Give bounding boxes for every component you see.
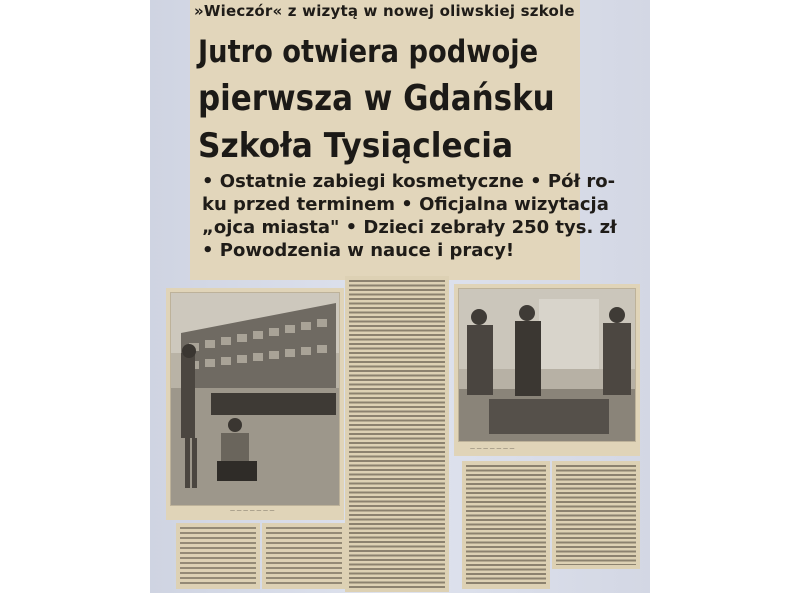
article-column-right-2 <box>552 461 640 569</box>
article-text-lines <box>266 527 342 585</box>
article-column-center <box>345 276 449 592</box>
kicker-line: »Wieczór« z wizytą w nowej oliwskiej szkole <box>194 2 575 20</box>
headline-clipping <box>190 0 617 280</box>
headline-line-2: pierwsza w Gdańsku <box>198 78 555 119</box>
headline-line-1: Jutro otwiera podwoje <box>198 34 539 70</box>
article-text-lines <box>466 465 546 585</box>
headline-line-3: Szkoła Tysiąclecia <box>198 126 514 166</box>
deck-line-4: • Powodzenia w nauce i pracy! <box>202 240 515 261</box>
left-photo-caption: — — — — — — — <box>230 508 275 514</box>
school-building-photo <box>170 292 340 506</box>
article-column-right-1 <box>462 461 550 589</box>
article-text-lines <box>349 280 445 588</box>
article-text-lines <box>180 527 256 585</box>
article-column-left-bottom-2 <box>262 523 346 589</box>
subheadline-deck <box>202 170 617 262</box>
article-text-lines <box>556 465 636 565</box>
deck-line-1: • Ostatnie zabiegi kosmetyczne • Pół ro- <box>202 171 616 192</box>
deck-line-3: „ojca miasta" • Dzieci zebrały 250 tys. zł <box>202 217 617 238</box>
article-column-left-bottom <box>176 523 260 589</box>
deck-line-2: ku przed terminem • Oficjalna wizytacja <box>202 194 609 215</box>
officials-photo <box>458 288 636 442</box>
right-photo-caption: — — — — — — — <box>470 446 515 452</box>
